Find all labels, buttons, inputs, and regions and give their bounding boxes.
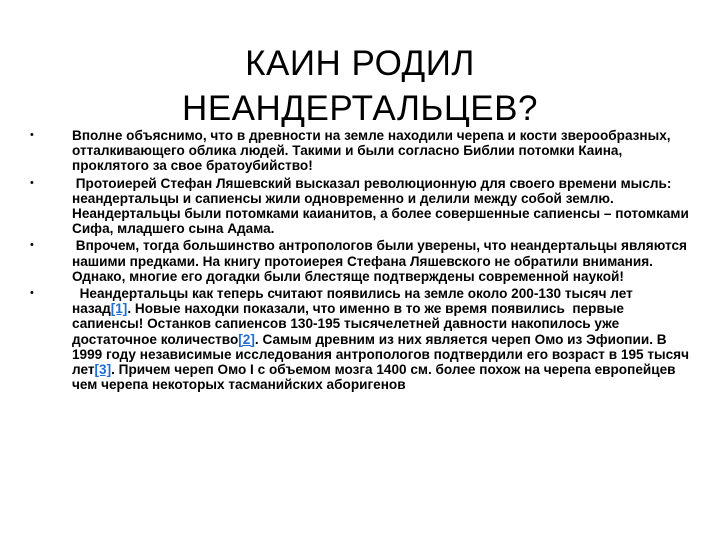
paragraph-text-part-4: . Причем череп Омо I с объемом мозга 1400 см. более похож на черепа европейцев чем черепа некоторых тасманийских аборигенов: [72, 362, 680, 393]
bullet-item-2: [28, 176, 692, 237]
bullet-dot-icon: •: [30, 287, 34, 300]
bullet-dot-icon: •: [30, 129, 34, 141]
footnote-link-3[interactable]: [3]: [94, 362, 112, 378]
paragraph-text-part-3: . Самым древним из них является череп Омо из Эфиопии. В 1999 году независимые исследования антропологов подтвердили его возраст в 195 тысяч лет: [72, 331, 693, 378]
paragraph-text-part-2: . Новые находки показали, что именно в то же время появились первые сапиенсы! Останков сапиенсов 130-195 тысячелетней давности накопилось уже достаточное количество: [72, 301, 628, 347]
bullet-item-1: [28, 128, 692, 174]
bullet-item-3: [28, 238, 692, 284]
bullet-dot-icon: •: [30, 239, 34, 252]
title-line-1: КАИН РОДИЛ: [245, 44, 475, 84]
paragraph-text: Протоиерей Стефан Ляшевский высказал революционную для своего времени мысль: неандертальцы и сапиенсы жили одновременно и делили между собой землю. Неандертальцы были потомками каианитов, а более совершенные сапиенсы – потомками Сифа, младшего сына Адама.: [72, 175, 693, 237]
footnote-link-1[interactable]: [1]: [110, 301, 128, 317]
bullet-list: [28, 128, 692, 394]
bullet-dot-icon: •: [30, 176, 34, 189]
paragraph-text: Вполне объяснимо, что в древности на земле находили черепа и кости зверообразных, отталкивающего облика людей. Такими и были согласно Библии потомки Каина, проклятого за свое братоубийство!: [72, 128, 675, 174]
paragraph-text-part-1: Неандертальцы как теперь считают появились на земле около 200-130 тысяч лет назад: [72, 286, 637, 317]
footnote-link-2[interactable]: [2]: [238, 331, 255, 347]
slide-title: [100, 41, 620, 131]
paragraph-text: Впрочем, тогда большинство антропологов были уверены, что неандертальцы являются нашими предками. На книгу протоиерея Стефана Ляшевского не обратили внимания. Однако, многие его догадки были блестяще подтверждены современной наукой!: [72, 238, 691, 284]
bullet-item-4: [28, 286, 692, 392]
title-line-2: НЕАНДЕРТАЛЬЦЕВ?: [182, 89, 538, 129]
